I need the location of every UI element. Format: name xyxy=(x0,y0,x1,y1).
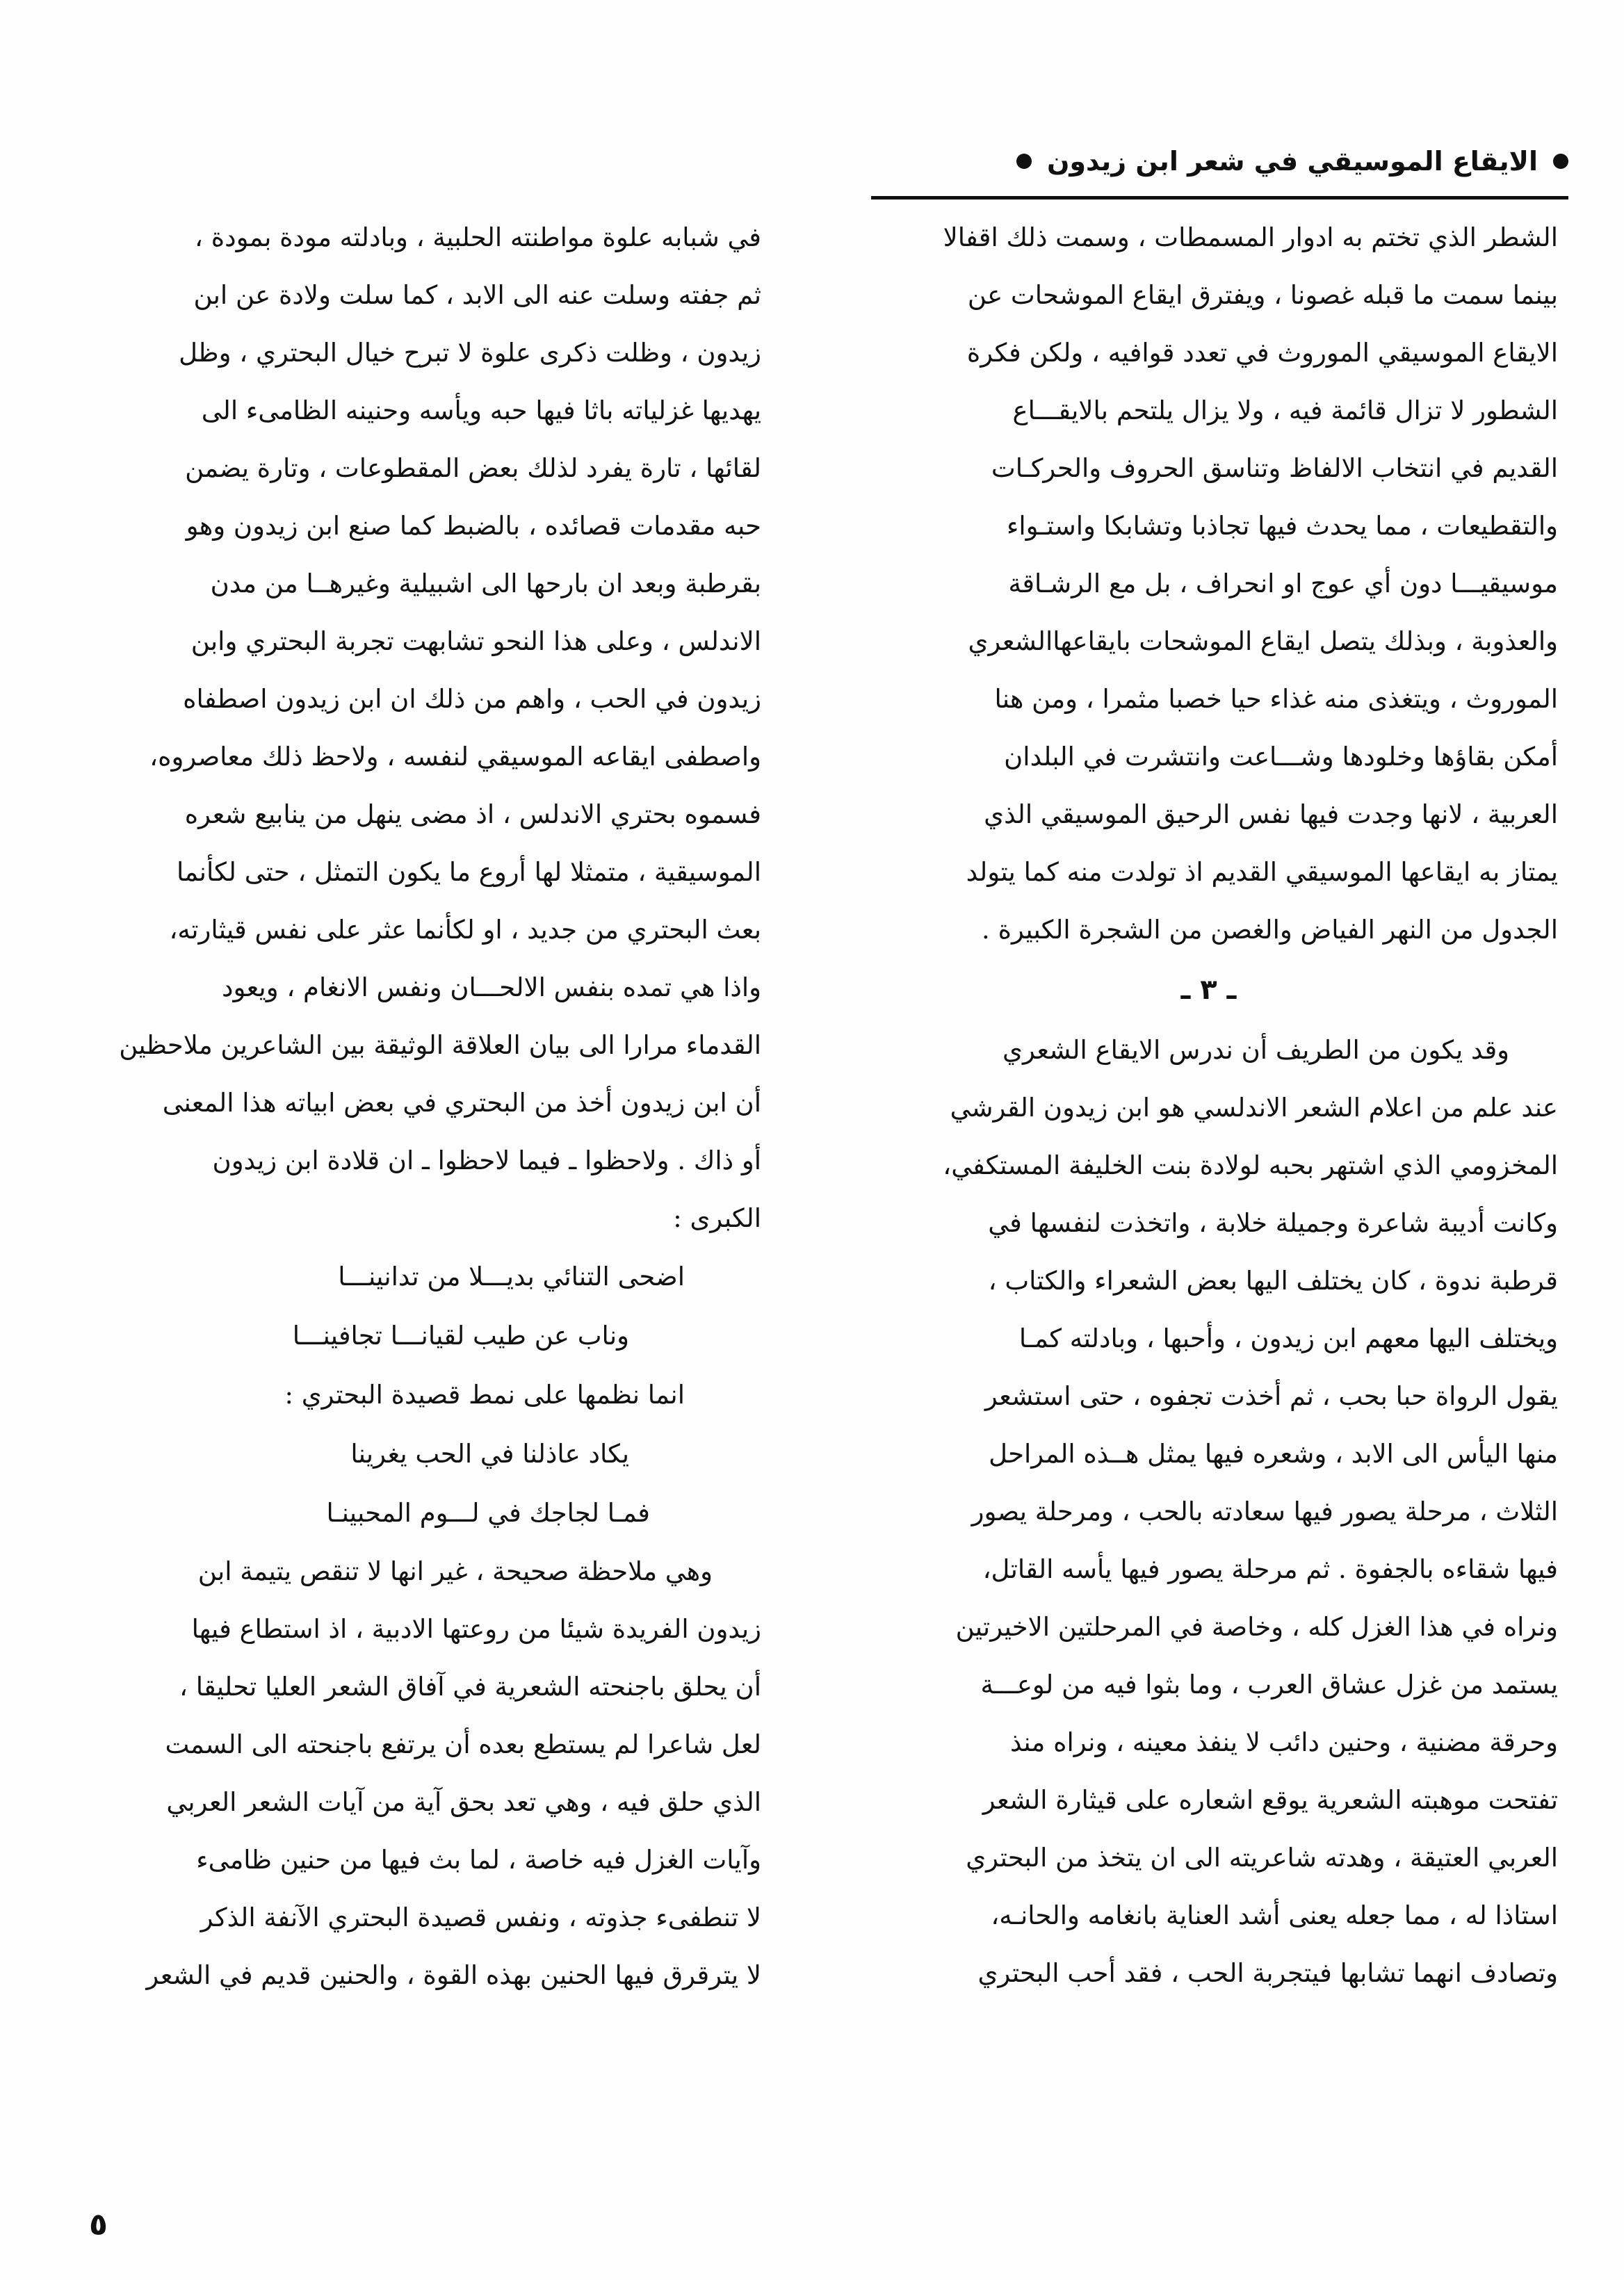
text-line: الشطور لا تزال قائمة فيه ، ولا يزال يلتحم بالايقـــاع xyxy=(1012,396,1558,425)
text-line: الجدول من النهر الفياض والغصن من الشجرة الكبيرة . xyxy=(982,915,1558,945)
text-line: يهديها غزلياته باثا فيها حبه ويأسه وحنينه الظامىء الى xyxy=(201,396,761,425)
text-line: العربية ، لانها وجدت فيها نفس الرحيق الموسيقي الذي xyxy=(984,799,1558,829)
verse-line: يكاد عاذلنا في الحب يغرينا xyxy=(350,1439,629,1469)
text-line: لا تنطفىء جذوته ، ونفس قصيدة البحتري الآنفة الذكر xyxy=(200,1903,761,1932)
text-line: حبه مقدمات قصائده ، بالضبط كما صنع ابن زيدون وهو xyxy=(186,511,761,541)
running-header xyxy=(873,146,1568,177)
text-line: وهي ملاحظة صحيحة ، غير انها لا تنقص يتيمة ابن xyxy=(197,1556,713,1586)
text-line: ويختلف اليها معهم ابن زيدون ، وأحبها ، وبادلته كمـا xyxy=(1018,1324,1558,1353)
right-paragraph-2 xyxy=(859,1021,1558,2002)
text-line: ثم جفته وسلت عنه الى الابد ، كما سلت ولادة عن ابن xyxy=(193,280,761,310)
text-line: لا يترقرق فيها الحنين بهذه القوة ، والحنين قديم في الشعر xyxy=(146,1960,761,1990)
text-line: وقد يكون من الطريف أن ندرس الايقاع الشعري xyxy=(1002,1035,1509,1065)
text-line: موسيقيـــا دون أي عوج او انحراف ، بل مع الرشـاقة xyxy=(1008,569,1558,598)
right-paragraph-1 xyxy=(859,209,1558,959)
verse-intro: انما نظمها على نمط قصيدة البحتري : xyxy=(284,1380,685,1410)
text-line: ونراه في هذا الغزل كله ، وخاصة في المرحلتين الاخيرتين xyxy=(955,1612,1558,1642)
text-line: المخزومي الذي اشتهر بحبه لولادة بنت الخليفة المستكفي، xyxy=(943,1150,1558,1180)
text-line: الموسيقية ، متمثلا لها أروع ما يكون التمثل ، حتى لكأنما xyxy=(177,857,761,887)
text-line: في شبابه علوة مواطنته الحلبية ، وبادلته مودة بمودة ، xyxy=(195,222,761,252)
text-line: زيدون في الحب ، واهم من ذلك ان ابن زيدون اصطفاه xyxy=(183,684,761,714)
verse-line: فمـا لجاجك في لـــوم المحبينـا xyxy=(326,1498,650,1528)
text-line: يمتاز به ايقاعها الموسيقي القديم اذ تولدت منه كما يتولد xyxy=(966,857,1558,887)
text-line: القدماء مرارا الى بيان العلاقة الوثيقة بين الشاعرين ملاحظين xyxy=(119,1030,761,1060)
text-line: العربي العتيقة ، وهدته شاعريته الى ان يتخذ من البحتري xyxy=(966,1843,1558,1873)
text-line: والتقطيعات ، مما يحدث فيها تجاذبا وتشابكا واستـواء xyxy=(1006,511,1558,541)
text-line: واذا هي تمده بنفس الالحـــان ونفس الانغام ، ويعود xyxy=(221,972,761,1002)
text-line: والعذوبة ، وبذلك يتصل ايقاع الموشحات بايقاعهاالشعري xyxy=(968,626,1558,656)
left-paragraph-1 xyxy=(66,209,761,1247)
text-line: وآيات الغزل فيه خاصة ، لما بث فيها من حنين ظامىء xyxy=(196,1845,761,1875)
header-title: الايقاع الموسيقي في شعر ابن زيدون xyxy=(1046,146,1538,177)
text-line: فيها شقاءه بالجفوة . ثم مرحلة يصور فيها يأسه القاتل، xyxy=(982,1554,1558,1584)
text-line: زيدون الفريدة شيئا من روعتها الادبية ، اذ استطاع فيها xyxy=(191,1614,761,1644)
verse-line: اضحى التنائي بديـــلا من تدانينـــا xyxy=(338,1262,685,1292)
text-line: الذي حلق فيه ، وهي تعد بحق آية من آيات الشعر العربي xyxy=(166,1787,761,1817)
text-line: أمكن بقاؤها وخلودها وشـــاعت وانتشرت في البلدان xyxy=(1004,742,1558,772)
text-line: وكانت أديبة شاعرة وجميلة خلابة ، واتخذت لنفسها في xyxy=(988,1208,1558,1238)
text-line: بقرطبة وبعد ان بارحها الى اشبيلية وغيرهــا من مدن xyxy=(210,569,761,598)
text-line: الثلاث ، مرحلة يصور فيها سعادته بالحب ، ومرحلة يصور xyxy=(971,1497,1558,1526)
text-line: القديم في انتخاب الالفاظ وتناسق الحروف والحركـات xyxy=(991,453,1558,483)
text-line: أن ابن زيدون أخذ من البحتري في بعض ابياته هذا المعنى xyxy=(162,1088,761,1118)
text-line: وتصادف انهما تشابها فيتجربة الحب ، فقد أحب البحتري xyxy=(977,1958,1558,1988)
bullet-icon xyxy=(1553,154,1568,169)
page-number: ٥ xyxy=(89,2207,108,2242)
text-line: قرطبة ندوة ، كان يختلف اليها بعض الشعراء والكتاب ، xyxy=(988,1266,1558,1296)
text-line: استاذا له ، مما جعله يعنى أشد العناية بانغامه والحانـه، xyxy=(991,1900,1558,1930)
section-number: ـ ٣ ـ xyxy=(1180,974,1237,1006)
text-line: زيدون ، وظلت ذكرى علوة لا تبرح خيال البحتري ، وظل xyxy=(179,338,761,368)
text-line: الموروث ، ويتغذى منه غذاء حيا خصبا مثمرا ، ومن هنا xyxy=(994,684,1558,714)
text-line: وحرقة مضنية ، وحنين دائب لا ينفذ معينه ، ونراه منذ xyxy=(1009,1727,1558,1757)
text-line: الايقاع الموسيقي الموروث في تعدد قوافيه ، ولكن فكرة xyxy=(966,338,1558,368)
text-line: بينما سمت ما قبله غصونا ، ويفترق ايقاع الموشحات عن xyxy=(967,280,1558,310)
verse-block xyxy=(66,1247,761,1542)
verse-line: وناب عن طيب لقيانـــا تجافينـــا xyxy=(292,1321,629,1351)
text-line: لعل شاعرا لم يستطع بعده أن يرتفع باجنحته الى السمت xyxy=(165,1729,761,1759)
text-line: يقول الرواة حبا بحب ، ثم أخذت تجفوه ، حتى استشعر xyxy=(984,1381,1558,1411)
text-line: الكبرى : xyxy=(673,1203,761,1233)
text-line: يستمد من غزل عشاق العرب ، وما بثوا فيه من لوعـــة xyxy=(980,1670,1558,1700)
left-paragraph-2 xyxy=(66,1542,761,2004)
bullet-icon xyxy=(1016,154,1032,169)
text-line: فسموه بحتري الاندلس ، اذ مضى ينهل من ينابيع شعره xyxy=(184,799,761,829)
header-rule xyxy=(871,196,1568,200)
text-line: أن يحلق باجنحته الشعرية في آفاق الشعر العليا تحليقا ، xyxy=(179,1672,761,1702)
right-column xyxy=(859,209,1558,2002)
text-line: الاندلس ، وعلى هذا النحو تشابهت تجربة البحتري وابن xyxy=(190,626,761,656)
text-line: عند علم من اعلام الشعر الاندلسي هو ابن زيدون القرشي xyxy=(950,1093,1558,1123)
text-line: لقائها ، تارة يفرد لذلك بعض المقطوعات ، وتارة يضمن xyxy=(185,453,761,483)
text-line: بعث البحتري من جديد ، او لكأنما عثر على نفس قيثارته، xyxy=(169,915,761,945)
text-line: منها اليأس الى الابد ، وشعره فيها يمثل هــذه المراحل xyxy=(989,1439,1558,1469)
text-line: واصطفى ايقاعه الموسيقي لنفسه ، ولاحظ ذلك معاصروه، xyxy=(149,742,761,772)
text-line: تفتحت موهبته الشعرية يوقع اشعاره على قيثارة الشعر xyxy=(982,1785,1558,1815)
left-column xyxy=(66,209,761,2004)
text-line: الشطر الذي تختم به ادوار المسمطات ، وسمت ذلك اقفالا xyxy=(943,222,1558,252)
text-line: أو ذاك . ولاحظوا ـ فيما لاحظوا ـ ان قلادة ابن زيدون xyxy=(212,1146,761,1175)
